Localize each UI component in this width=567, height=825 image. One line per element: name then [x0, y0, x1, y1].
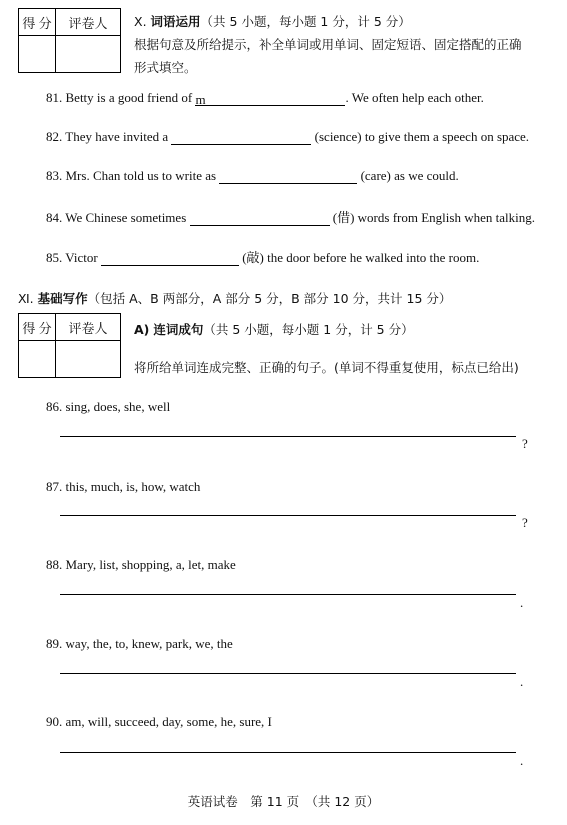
section-10-title: [134, 12, 411, 30]
part-a-note: （共 5 小题，每小题 1 分，计 5 分）: [203, 322, 414, 337]
section-10-note: （共 5 小题，每小题 1 分，计 5 分）: [200, 14, 411, 29]
grader-label: 评卷人: [56, 314, 121, 341]
item-87: 87. this, much, is, how, watch: [46, 479, 201, 494]
answer-line-87[interactable]: [60, 515, 516, 516]
item-89: 89. way, the, to, knew, park, we, the: [46, 636, 233, 651]
question-82-prefix: 82. They have invited a: [46, 129, 172, 144]
question-84-suffix: (借) words from English when talking.: [329, 210, 535, 225]
question-81-prefix: 81. Betty is a good friend of: [46, 90, 196, 105]
question-84-prefix: 84. We Chinese sometimes: [46, 210, 190, 225]
section-10-number: Ⅹ.: [134, 14, 147, 29]
question-85-suffix: (敲) the door before he walked into the room.: [238, 250, 480, 265]
question-82-suffix: (science) to give them a speech on space.: [311, 129, 530, 144]
answer-blank-81[interactable]: [195, 92, 345, 106]
punct-89: .: [520, 674, 524, 689]
score-label: 得 分: [19, 9, 56, 36]
section-10-heading: 词语运用: [150, 14, 201, 29]
section-11-note: （包括 A、B 两部分，A 部分 5 分，B 部分 10 分，共计 15 分）: [87, 291, 452, 306]
score-label: 得 分: [19, 314, 56, 341]
score-cell[interactable]: [19, 341, 56, 378]
punct-90: .: [520, 753, 524, 768]
score-cell[interactable]: [19, 36, 56, 73]
answer-blank-85[interactable]: [101, 252, 239, 266]
part-a-title: [134, 320, 414, 338]
answer-line-86[interactable]: [60, 436, 516, 437]
answer-blank-84[interactable]: [190, 212, 330, 226]
answer-line-88[interactable]: [60, 594, 516, 595]
item-90: 90. am, will, succeed, day, some, he, sure, I: [46, 714, 272, 729]
answer-line-89[interactable]: [60, 673, 516, 674]
section-10-instruction-1: 根据句意及所给提示，补全单词或用单词、固定短语、固定搭配的正确: [134, 37, 522, 52]
question-81: [46, 90, 484, 106]
grader-label: 评卷人: [56, 9, 121, 36]
part-a-heading: 连词成句: [153, 322, 204, 337]
section-10-instruction-2: 形式填空。: [134, 60, 197, 75]
answer-line-90[interactable]: [60, 752, 516, 753]
item-86: 86. sing, does, she, well: [46, 399, 171, 414]
question-81-hint: m: [195, 92, 206, 107]
punct-87: ?: [522, 515, 528, 530]
score-box-1: [18, 8, 121, 73]
score-box-2: [18, 313, 121, 378]
section-11-heading: 基础写作: [37, 291, 88, 306]
question-84: [46, 207, 535, 226]
grader-cell[interactable]: [56, 36, 121, 73]
question-81-suffix: . We often help each other.: [345, 90, 484, 105]
punct-86: ?: [522, 436, 528, 451]
answer-blank-82[interactable]: [171, 131, 311, 145]
part-a-label: A): [134, 322, 150, 337]
question-85-prefix: 85. Victor: [46, 250, 101, 265]
answer-blank-83[interactable]: [219, 170, 357, 184]
question-83-suffix: (care) as we could.: [357, 168, 459, 183]
grader-cell[interactable]: [56, 341, 121, 378]
section-11-number: Ⅺ.: [18, 291, 34, 306]
question-82: [46, 129, 529, 145]
page-footer: 英语试卷 第 11 页 （共 12 页）: [187, 794, 380, 809]
section-11-title: [18, 289, 451, 307]
question-83-prefix: 83. Mrs. Chan told us to write as: [46, 168, 220, 183]
question-83: [46, 168, 459, 184]
punct-88: .: [520, 595, 524, 610]
item-88: 88. Mary, list, shopping, a, let, make: [46, 557, 236, 572]
question-85: [46, 247, 479, 266]
part-a-instruction: 将所给单词连成完整、正确的句子。(单词不得重复使用，标点已给出): [134, 360, 519, 375]
